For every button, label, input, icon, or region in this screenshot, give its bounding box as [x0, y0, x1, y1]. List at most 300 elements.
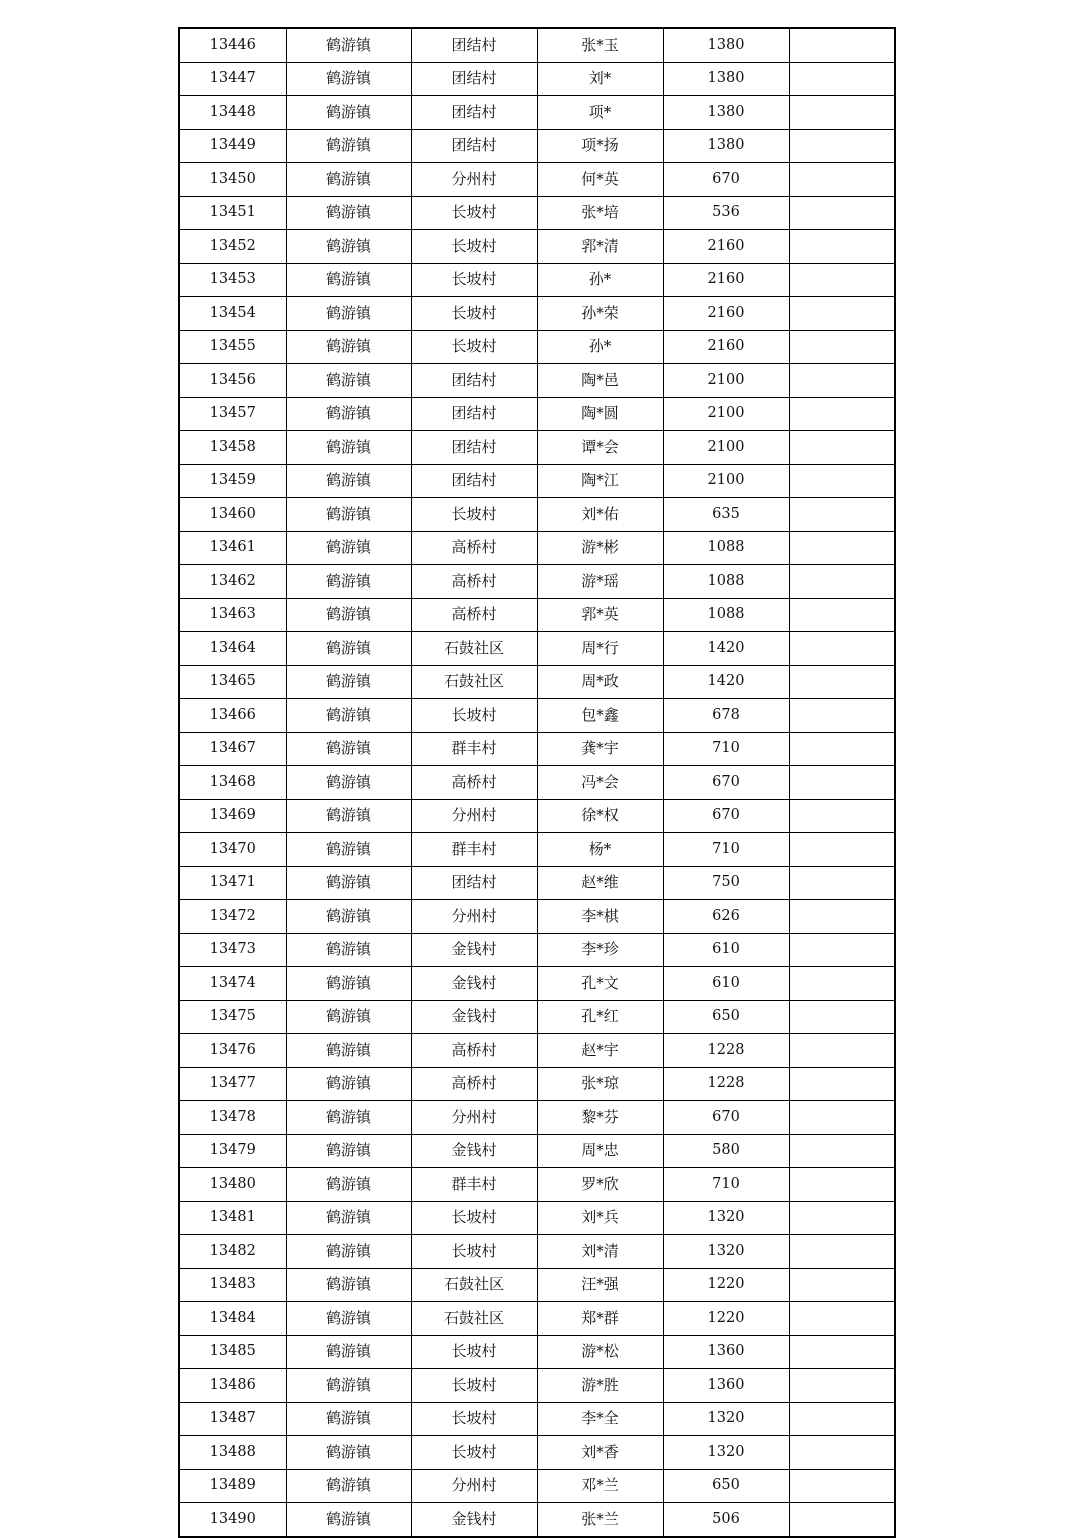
town-cell: 鹤游镇: [286, 498, 411, 532]
town-cell: 鹤游镇: [286, 129, 411, 163]
table-row: [179, 1369, 895, 1403]
town-cell: 鹤游镇: [286, 230, 411, 264]
name-cell: 郑*群: [537, 1302, 663, 1336]
serial-number-cell: 13474: [179, 967, 286, 1001]
remark-cell: [789, 531, 895, 565]
amount-cell: 2160: [663, 330, 789, 364]
village-cell: 团结村: [411, 431, 537, 465]
table-row: [179, 866, 895, 900]
village-cell: 长坡村: [411, 1235, 537, 1269]
village-cell: 高桥村: [411, 531, 537, 565]
serial-number-cell: 13447: [179, 62, 286, 96]
remark-cell: [789, 498, 895, 532]
village-cell: 分州村: [411, 1469, 537, 1503]
table-row: [179, 531, 895, 565]
village-cell: 石鼓社区: [411, 1302, 537, 1336]
town-cell: 鹤游镇: [286, 665, 411, 699]
serial-number-cell: 13456: [179, 364, 286, 398]
serial-number-cell: 13476: [179, 1034, 286, 1068]
town-cell: 鹤游镇: [286, 866, 411, 900]
name-cell: 刘*: [537, 62, 663, 96]
amount-cell: 1088: [663, 565, 789, 599]
town-cell: 鹤游镇: [286, 1302, 411, 1336]
town-cell: 鹤游镇: [286, 364, 411, 398]
serial-number-cell: 13452: [179, 230, 286, 264]
village-cell: 长坡村: [411, 699, 537, 733]
amount-cell: 1088: [663, 598, 789, 632]
town-cell: 鹤游镇: [286, 531, 411, 565]
village-cell: 金钱村: [411, 1503, 537, 1537]
name-cell: 罗*欣: [537, 1168, 663, 1202]
town-cell: 鹤游镇: [286, 1134, 411, 1168]
remark-cell: [789, 1268, 895, 1302]
remark-cell: [789, 330, 895, 364]
village-cell: 长坡村: [411, 498, 537, 532]
village-cell: 群丰村: [411, 732, 537, 766]
table-row: [179, 933, 895, 967]
serial-number-cell: 13461: [179, 531, 286, 565]
serial-number-cell: 13486: [179, 1369, 286, 1403]
remark-cell: [789, 1469, 895, 1503]
town-cell: 鹤游镇: [286, 163, 411, 197]
amount-cell: 2160: [663, 263, 789, 297]
amount-cell: 536: [663, 196, 789, 230]
remark-cell: [789, 263, 895, 297]
serial-number-cell: 13472: [179, 900, 286, 934]
serial-number-cell: 13463: [179, 598, 286, 632]
remark-cell: [789, 565, 895, 599]
town-cell: 鹤游镇: [286, 96, 411, 130]
serial-number-cell: 13489: [179, 1469, 286, 1503]
name-cell: 游*松: [537, 1335, 663, 1369]
town-cell: 鹤游镇: [286, 62, 411, 96]
remark-cell: [789, 1302, 895, 1336]
remark-cell: [789, 732, 895, 766]
amount-cell: 2100: [663, 397, 789, 431]
remark-cell: [789, 28, 895, 62]
remark-cell: [789, 1034, 895, 1068]
serial-number-cell: 13481: [179, 1201, 286, 1235]
remark-cell: [789, 1101, 895, 1135]
town-cell: 鹤游镇: [286, 263, 411, 297]
table-row: [179, 900, 895, 934]
village-cell: 分州村: [411, 799, 537, 833]
table-row: [179, 833, 895, 867]
table-row: [179, 1168, 895, 1202]
amount-cell: 2100: [663, 431, 789, 465]
serial-number-cell: 13477: [179, 1067, 286, 1101]
serial-number-cell: 13478: [179, 1101, 286, 1135]
table-row: [179, 397, 895, 431]
table-row: [179, 799, 895, 833]
serial-number-cell: 13490: [179, 1503, 286, 1537]
village-cell: 长坡村: [411, 1335, 537, 1369]
village-cell: 石鼓社区: [411, 1268, 537, 1302]
name-cell: 黎*芬: [537, 1101, 663, 1135]
town-cell: 鹤游镇: [286, 1201, 411, 1235]
amount-cell: 1380: [663, 96, 789, 130]
remark-cell: [789, 632, 895, 666]
town-cell: 鹤游镇: [286, 967, 411, 1001]
town-cell: 鹤游镇: [286, 397, 411, 431]
table-row: [179, 1134, 895, 1168]
name-cell: 游*胜: [537, 1369, 663, 1403]
village-cell: 金钱村: [411, 933, 537, 967]
serial-number-cell: 13449: [179, 129, 286, 163]
table-row: [179, 431, 895, 465]
village-cell: 高桥村: [411, 1067, 537, 1101]
village-cell: 分州村: [411, 1101, 537, 1135]
amount-cell: 670: [663, 799, 789, 833]
name-cell: 邓*兰: [537, 1469, 663, 1503]
name-cell: 孙*: [537, 263, 663, 297]
remark-cell: [789, 230, 895, 264]
remark-cell: [789, 1369, 895, 1403]
name-cell: 李*全: [537, 1402, 663, 1436]
name-cell: 刘*香: [537, 1436, 663, 1470]
amount-cell: 2160: [663, 297, 789, 331]
amount-cell: 1228: [663, 1034, 789, 1068]
table-row: [179, 464, 895, 498]
remark-cell: [789, 1168, 895, 1202]
amount-cell: 650: [663, 1469, 789, 1503]
table-row: [179, 297, 895, 331]
serial-number-cell: 13453: [179, 263, 286, 297]
serial-number-cell: 13451: [179, 196, 286, 230]
table-row: [179, 1201, 895, 1235]
serial-number-cell: 13464: [179, 632, 286, 666]
town-cell: 鹤游镇: [286, 565, 411, 599]
serial-number-cell: 13460: [179, 498, 286, 532]
table-row: [179, 28, 895, 62]
remark-cell: [789, 933, 895, 967]
amount-cell: 1320: [663, 1436, 789, 1470]
village-cell: 金钱村: [411, 967, 537, 1001]
village-cell: 长坡村: [411, 330, 537, 364]
amount-cell: 1220: [663, 1302, 789, 1336]
name-cell: 周*忠: [537, 1134, 663, 1168]
village-cell: 分州村: [411, 163, 537, 197]
village-cell: 团结村: [411, 96, 537, 130]
town-cell: 鹤游镇: [286, 632, 411, 666]
serial-number-cell: 13448: [179, 96, 286, 130]
name-cell: 张*琼: [537, 1067, 663, 1101]
table-row: [179, 129, 895, 163]
village-cell: 团结村: [411, 129, 537, 163]
amount-cell: 580: [663, 1134, 789, 1168]
name-cell: 陶*圆: [537, 397, 663, 431]
name-cell: 李*棋: [537, 900, 663, 934]
town-cell: 鹤游镇: [286, 933, 411, 967]
name-cell: 赵*维: [537, 866, 663, 900]
remark-cell: [789, 1335, 895, 1369]
serial-number-cell: 13462: [179, 565, 286, 599]
table-row: [179, 364, 895, 398]
village-cell: 长坡村: [411, 1436, 537, 1470]
village-cell: 群丰村: [411, 833, 537, 867]
village-cell: 高桥村: [411, 766, 537, 800]
serial-number-cell: 13471: [179, 866, 286, 900]
village-cell: 石鼓社区: [411, 665, 537, 699]
serial-number-cell: 13459: [179, 464, 286, 498]
table-row: [179, 163, 895, 197]
name-cell: 赵*宇: [537, 1034, 663, 1068]
name-cell: 徐*权: [537, 799, 663, 833]
town-cell: 鹤游镇: [286, 1101, 411, 1135]
town-cell: 鹤游镇: [286, 1168, 411, 1202]
amount-cell: 506: [663, 1503, 789, 1537]
village-cell: 长坡村: [411, 297, 537, 331]
name-cell: 郛*英: [537, 598, 663, 632]
remark-cell: [789, 62, 895, 96]
amount-cell: 1380: [663, 62, 789, 96]
town-cell: 鹤游镇: [286, 1369, 411, 1403]
remark-cell: [789, 96, 895, 130]
name-cell: 刘*清: [537, 1235, 663, 1269]
serial-number-cell: 13469: [179, 799, 286, 833]
village-cell: 分州村: [411, 900, 537, 934]
town-cell: 鹤游镇: [286, 766, 411, 800]
serial-number-cell: 13484: [179, 1302, 286, 1336]
name-cell: 张*培: [537, 196, 663, 230]
town-cell: 鹤游镇: [286, 1067, 411, 1101]
serial-number-cell: 13468: [179, 766, 286, 800]
table-row: [179, 62, 895, 96]
remark-cell: [789, 163, 895, 197]
amount-cell: 2100: [663, 464, 789, 498]
amount-cell: 670: [663, 163, 789, 197]
village-cell: 团结村: [411, 364, 537, 398]
amount-cell: 670: [663, 766, 789, 800]
town-cell: 鹤游镇: [286, 732, 411, 766]
village-cell: 长坡村: [411, 1402, 537, 1436]
amount-cell: 650: [663, 1000, 789, 1034]
remark-cell: [789, 196, 895, 230]
remark-cell: [789, 1503, 895, 1537]
table-row: [179, 1302, 895, 1336]
village-cell: 团结村: [411, 397, 537, 431]
table-row: [179, 598, 895, 632]
table-row: [179, 330, 895, 364]
village-cell: 高桥村: [411, 565, 537, 599]
name-cell: 周*行: [537, 632, 663, 666]
name-cell: 谭*会: [537, 431, 663, 465]
name-cell: 游*瑶: [537, 565, 663, 599]
amount-cell: 670: [663, 1101, 789, 1135]
amount-cell: 635: [663, 498, 789, 532]
amount-cell: 610: [663, 933, 789, 967]
name-cell: 孔*文: [537, 967, 663, 1001]
remark-cell: [789, 766, 895, 800]
table-row: [179, 196, 895, 230]
amount-cell: 1360: [663, 1335, 789, 1369]
records-table-body: [179, 28, 895, 1537]
serial-number-cell: 13487: [179, 1402, 286, 1436]
amount-cell: 710: [663, 833, 789, 867]
remark-cell: [789, 1436, 895, 1470]
town-cell: 鹤游镇: [286, 297, 411, 331]
amount-cell: 678: [663, 699, 789, 733]
serial-number-cell: 13467: [179, 732, 286, 766]
name-cell: 孙*荣: [537, 297, 663, 331]
name-cell: 游*彬: [537, 531, 663, 565]
town-cell: 鹤游镇: [286, 196, 411, 230]
name-cell: 李*珍: [537, 933, 663, 967]
table-row: [179, 1503, 895, 1537]
table-row: [179, 699, 895, 733]
amount-cell: 1360: [663, 1369, 789, 1403]
village-cell: 群丰村: [411, 1168, 537, 1202]
village-cell: 高桥村: [411, 1034, 537, 1068]
table-row: [179, 766, 895, 800]
remark-cell: [789, 900, 895, 934]
remark-cell: [789, 699, 895, 733]
village-cell: 团结村: [411, 464, 537, 498]
table-row: [179, 1101, 895, 1135]
table-row: [179, 96, 895, 130]
table-row: [179, 632, 895, 666]
name-cell: 刘*兵: [537, 1201, 663, 1235]
serial-number-cell: 13483: [179, 1268, 286, 1302]
town-cell: 鹤游镇: [286, 833, 411, 867]
amount-cell: 2100: [663, 364, 789, 398]
town-cell: 鹤游镇: [286, 1402, 411, 1436]
amount-cell: 1220: [663, 1268, 789, 1302]
village-cell: 长坡村: [411, 263, 537, 297]
town-cell: 鹤游镇: [286, 464, 411, 498]
serial-number-cell: 13454: [179, 297, 286, 331]
name-cell: 刘*佑: [537, 498, 663, 532]
amount-cell: 1228: [663, 1067, 789, 1101]
town-cell: 鹤游镇: [286, 1503, 411, 1537]
name-cell: 冯*会: [537, 766, 663, 800]
table-row: [179, 1268, 895, 1302]
serial-number-cell: 13458: [179, 431, 286, 465]
serial-number-cell: 13465: [179, 665, 286, 699]
name-cell: 杨*: [537, 833, 663, 867]
village-cell: 团结村: [411, 866, 537, 900]
town-cell: 鹤游镇: [286, 431, 411, 465]
serial-number-cell: 13488: [179, 1436, 286, 1470]
table-row: [179, 263, 895, 297]
name-cell: 孙*: [537, 330, 663, 364]
amount-cell: 1420: [663, 665, 789, 699]
remark-cell: [789, 1402, 895, 1436]
serial-number-cell: 13480: [179, 1168, 286, 1202]
table-row: [179, 1235, 895, 1269]
table-row: [179, 665, 895, 699]
table-row: [179, 1436, 895, 1470]
name-cell: 陶*邑: [537, 364, 663, 398]
remark-cell: [789, 464, 895, 498]
remark-cell: [789, 866, 895, 900]
records-table: [178, 27, 896, 1538]
town-cell: 鹤游镇: [286, 1235, 411, 1269]
name-cell: 项*: [537, 96, 663, 130]
town-cell: 鹤游镇: [286, 799, 411, 833]
amount-cell: 2160: [663, 230, 789, 264]
name-cell: 陶*江: [537, 464, 663, 498]
table-row: [179, 1034, 895, 1068]
village-cell: 长坡村: [411, 1369, 537, 1403]
village-cell: 团结村: [411, 28, 537, 62]
remark-cell: [789, 397, 895, 431]
serial-number-cell: 13446: [179, 28, 286, 62]
village-cell: 团结村: [411, 62, 537, 96]
town-cell: 鹤游镇: [286, 28, 411, 62]
amount-cell: 1380: [663, 129, 789, 163]
town-cell: 鹤游镇: [286, 1034, 411, 1068]
remark-cell: [789, 129, 895, 163]
serial-number-cell: 13450: [179, 163, 286, 197]
town-cell: 鹤游镇: [286, 1469, 411, 1503]
table-row: [179, 1000, 895, 1034]
remark-cell: [789, 799, 895, 833]
serial-number-cell: 13470: [179, 833, 286, 867]
amount-cell: 710: [663, 732, 789, 766]
name-cell: 包*鑫: [537, 699, 663, 733]
serial-number-cell: 13455: [179, 330, 286, 364]
remark-cell: [789, 833, 895, 867]
amount-cell: 1088: [663, 531, 789, 565]
table-row: [179, 1067, 895, 1101]
serial-number-cell: 13457: [179, 397, 286, 431]
remark-cell: [789, 1067, 895, 1101]
town-cell: 鹤游镇: [286, 699, 411, 733]
serial-number-cell: 13466: [179, 699, 286, 733]
name-cell: 孔*红: [537, 1000, 663, 1034]
remark-cell: [789, 665, 895, 699]
serial-number-cell: 13482: [179, 1235, 286, 1269]
remark-cell: [789, 431, 895, 465]
town-cell: 鹤游镇: [286, 598, 411, 632]
name-cell: 张*兰: [537, 1503, 663, 1537]
town-cell: 鹤游镇: [286, 900, 411, 934]
remark-cell: [789, 1134, 895, 1168]
town-cell: 鹤游镇: [286, 1268, 411, 1302]
amount-cell: 750: [663, 866, 789, 900]
serial-number-cell: 13475: [179, 1000, 286, 1034]
table-row: [179, 1335, 895, 1369]
village-cell: 长坡村: [411, 1201, 537, 1235]
town-cell: 鹤游镇: [286, 1436, 411, 1470]
amount-cell: 1320: [663, 1402, 789, 1436]
remark-cell: [789, 1201, 895, 1235]
name-cell: 周*政: [537, 665, 663, 699]
name-cell: 何*英: [537, 163, 663, 197]
village-cell: 石鼓社区: [411, 632, 537, 666]
table-row: [179, 732, 895, 766]
name-cell: 龚*宇: [537, 732, 663, 766]
amount-cell: 1380: [663, 28, 789, 62]
name-cell: 项*扬: [537, 129, 663, 163]
remark-cell: [789, 967, 895, 1001]
table-row: [179, 565, 895, 599]
town-cell: 鹤游镇: [286, 1000, 411, 1034]
name-cell: 郛*清: [537, 230, 663, 264]
serial-number-cell: 13473: [179, 933, 286, 967]
remark-cell: [789, 297, 895, 331]
remark-cell: [789, 1000, 895, 1034]
village-cell: 金钱村: [411, 1000, 537, 1034]
village-cell: 长坡村: [411, 230, 537, 264]
amount-cell: 1420: [663, 632, 789, 666]
table-row: [179, 498, 895, 532]
name-cell: 张*玉: [537, 28, 663, 62]
town-cell: 鹤游镇: [286, 1335, 411, 1369]
village-cell: 金钱村: [411, 1134, 537, 1168]
remark-cell: [789, 598, 895, 632]
